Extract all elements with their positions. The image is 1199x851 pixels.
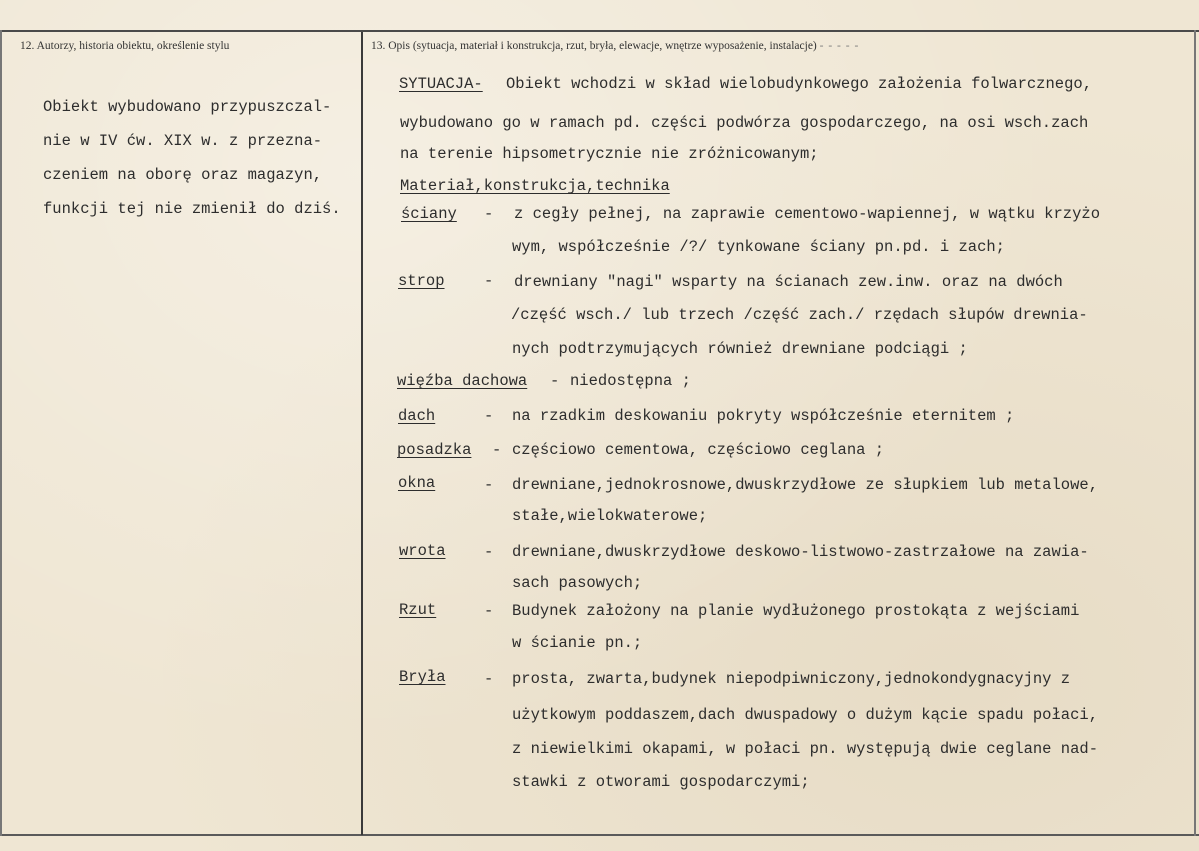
situation-line-2: wybudowano go w ramach pd. części podwórza gospodarczego, na osi wsch.zach bbox=[400, 114, 1089, 132]
right-border-line bbox=[1194, 30, 1196, 836]
section-13-header bbox=[371, 40, 859, 52]
term-wrota: wrota bbox=[399, 542, 446, 560]
rzut-line-2: w ścianie pn.; bbox=[512, 634, 643, 652]
history-line-1: Obiekt wybudowano przypuszczal- bbox=[43, 98, 332, 116]
bottom-border-line bbox=[0, 834, 1199, 836]
wrota-line-1: drewniane,dwuskrzydłowe deskowo-listwowo-zastrzałowe na zawia- bbox=[512, 543, 1089, 561]
section-13-header-text: 13. Opis (sytuacja, materiał i konstrukcja, rzut, bryła, elewacje, wnętrze wyposażenie, instalacje) bbox=[371, 40, 817, 52]
situation-label: SYTUACJA- bbox=[399, 75, 483, 93]
history-line-2: nie w IV ćw. XIX w. z przezna- bbox=[43, 132, 323, 150]
situation-line-1: Obiekt wchodzi w skład wielobudynkowego założenia folwarcznego, bbox=[506, 75, 1092, 93]
okna-line-1: drewniane,jednokrosnowe,dwuskrzydłowe ze słupkiem lub metalowe, bbox=[512, 476, 1098, 494]
history-line-3: czeniem na oborę oraz magazyn, bbox=[43, 166, 323, 184]
section-12-header: 12. Autorzy, historia obiektu, określenie stylu bbox=[20, 40, 230, 52]
bryla-line-3: z niewielkimi okapami, w połaci pn. występują dwie ceglane nad- bbox=[512, 740, 1098, 758]
rzut-line-1: Budynek założony na planie wydłużonego prostokąta z wejściami bbox=[512, 602, 1080, 620]
history-line-4: funkcji tej nie zmienił do dziś. bbox=[43, 200, 341, 218]
situation-line-3: na terenie hipsometrycznie nie zróżnicowanym; bbox=[400, 145, 819, 163]
dash-dach: - bbox=[484, 407, 494, 425]
term-sciany: ściany bbox=[401, 205, 457, 223]
top-border-line bbox=[0, 30, 1199, 32]
dash-posadzka: - bbox=[492, 441, 502, 459]
material-heading: Materiał,konstrukcja,technika bbox=[400, 177, 670, 195]
term-strop: strop bbox=[398, 272, 445, 290]
okna-line-2: stałe,wielokwaterowe; bbox=[512, 507, 708, 525]
bryla-line-2: użytkowym poddaszem,dach dwuspadowy o dużym kącie spadu połaci, bbox=[512, 706, 1098, 724]
dash-rzut: - bbox=[484, 602, 494, 620]
term-okna: okna bbox=[398, 474, 436, 492]
dash-bryla: - bbox=[484, 670, 494, 688]
bryla-line-4: stawki z otworami gospodarczymi; bbox=[512, 773, 810, 791]
dash-sciany: - bbox=[484, 205, 494, 223]
strop-line-1: drewniany "nagi" wsparty na ścianach zew.inw. oraz na dwóch bbox=[514, 273, 1063, 291]
section-13-header-trail: - - - - - bbox=[819, 40, 860, 52]
term-bryla: Bryła bbox=[399, 668, 446, 686]
sciany-line-1: z cegły pełnej, na zaprawie cementowo-wapiennej, w wątku krzyżo bbox=[514, 205, 1100, 223]
strop-line-3: nych podtrzymujących również drewniane podciągi ; bbox=[512, 340, 968, 358]
term-posadzka: posadzka bbox=[397, 441, 472, 459]
dash-wiezba: - bbox=[550, 372, 560, 390]
term-rzut: Rzut bbox=[399, 601, 437, 619]
left-border-line bbox=[0, 30, 2, 836]
wrota-line-2: sach pasowych; bbox=[512, 574, 643, 592]
posadzka-line-1: częściowo cementowa, częściowo ceglana ; bbox=[512, 441, 885, 459]
strop-line-2: /część wsch./ lub trzech /część zach./ rzędach słupów drewnia- bbox=[511, 306, 1088, 324]
dash-strop: - bbox=[484, 272, 494, 290]
term-dach: dach bbox=[398, 407, 436, 425]
bryla-line-1: prosta, zwarta,budynek niepodpiwniczony,jednokondygnacyjny z bbox=[512, 670, 1071, 688]
dash-wrota: - bbox=[484, 543, 494, 561]
term-wiezba: więźba dachowa bbox=[397, 372, 528, 390]
wiezba-line-1: niedostępna ; bbox=[570, 372, 691, 390]
column-divider bbox=[361, 32, 363, 835]
dash-okna: - bbox=[484, 476, 494, 494]
dach-line-1: na rzadkim deskowaniu pokryty współcześnie eternitem ; bbox=[512, 407, 1015, 425]
sciany-line-2: wym, współcześnie /?/ tynkowane ściany pn.pd. i zach; bbox=[512, 238, 1005, 256]
